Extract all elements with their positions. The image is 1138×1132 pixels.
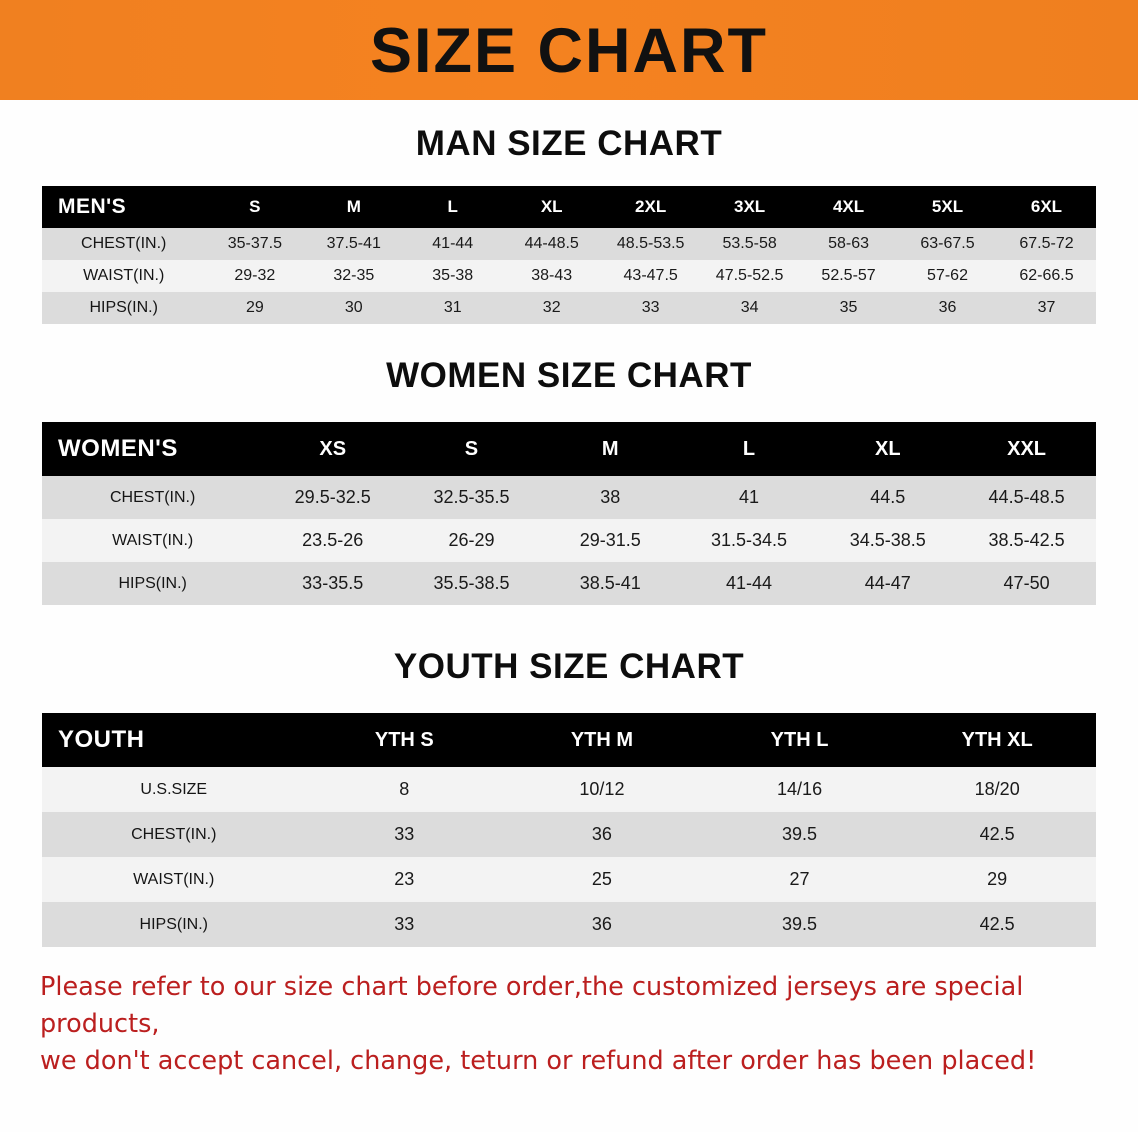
women-table-body bbox=[42, 476, 1096, 605]
table-row bbox=[42, 519, 1096, 562]
women-header-cell-0: WOMEN'S bbox=[42, 422, 263, 476]
women-row-label-0: CHEST(IN.) bbox=[42, 476, 263, 519]
youth-cell-1-0: 33 bbox=[306, 812, 504, 857]
women-cell-0-4: 44.5 bbox=[818, 476, 957, 519]
women-cell-2-4: 44-47 bbox=[818, 562, 957, 605]
man-cell-1-0: 29-32 bbox=[205, 260, 304, 292]
youth-cell-1-1: 36 bbox=[503, 812, 701, 857]
youth-cell-2-2: 27 bbox=[701, 857, 899, 902]
man-cell-1-5: 47.5-52.5 bbox=[700, 260, 799, 292]
man-header-cell-5: 2XL bbox=[601, 186, 700, 228]
women-cell-2-0: 33-35.5 bbox=[263, 562, 402, 605]
youth-table-head bbox=[42, 713, 1096, 767]
man-header-cell-0: MEN'S bbox=[42, 186, 205, 228]
youth-table-wrap bbox=[0, 713, 1138, 947]
youth-row-label-2: WAIST(IN.) bbox=[42, 857, 306, 902]
youth-cell-3-1: 36 bbox=[503, 902, 701, 947]
table-row bbox=[42, 902, 1096, 947]
man-section-heading: MAN SIZE CHART bbox=[415, 124, 723, 163]
disclaimer-note bbox=[40, 969, 1098, 1080]
women-cell-2-2: 38.5-41 bbox=[541, 562, 680, 605]
youth-cell-0-0: 8 bbox=[306, 767, 504, 812]
women-table-wrap bbox=[0, 422, 1138, 605]
man-cell-2-1: 30 bbox=[304, 292, 403, 324]
women-size-table bbox=[42, 422, 1096, 605]
youth-row-label-3: HIPS(IN.) bbox=[42, 902, 306, 947]
man-cell-0-1: 37.5-41 bbox=[304, 228, 403, 260]
man-cell-0-0: 35-37.5 bbox=[205, 228, 304, 260]
youth-cell-3-0: 33 bbox=[306, 902, 504, 947]
man-table-body bbox=[42, 228, 1096, 324]
table-row bbox=[42, 812, 1096, 857]
man-cell-1-4: 43-47.5 bbox=[601, 260, 700, 292]
man-cell-2-7: 36 bbox=[898, 292, 997, 324]
man-cell-0-3: 44-48.5 bbox=[502, 228, 601, 260]
man-row-label-1: WAIST(IN.) bbox=[42, 260, 205, 292]
man-header-cell-3: L bbox=[403, 186, 502, 228]
man-table-wrap bbox=[0, 186, 1138, 324]
table-header-row bbox=[42, 422, 1096, 476]
women-cell-1-1: 26-29 bbox=[402, 519, 541, 562]
man-header-cell-6: 3XL bbox=[700, 186, 799, 228]
women-row-label-2: HIPS(IN.) bbox=[42, 562, 263, 605]
youth-cell-1-3: 42.5 bbox=[898, 812, 1096, 857]
women-cell-1-0: 23.5-26 bbox=[263, 519, 402, 562]
women-header-cell-4: L bbox=[680, 422, 819, 476]
youth-row-label-1: CHEST(IN.) bbox=[42, 812, 306, 857]
man-cell-1-7: 57-62 bbox=[898, 260, 997, 292]
women-header-cell-6: XXL bbox=[957, 422, 1096, 476]
women-header-cell-5: XL bbox=[818, 422, 957, 476]
women-cell-0-2: 38 bbox=[541, 476, 680, 519]
women-header-cell-1: XS bbox=[263, 422, 402, 476]
women-cell-0-0: 29.5-32.5 bbox=[263, 476, 402, 519]
man-cell-2-6: 35 bbox=[799, 292, 898, 324]
man-cell-2-8: 37 bbox=[997, 292, 1096, 324]
youth-cell-0-1: 10/12 bbox=[503, 767, 701, 812]
man-cell-0-5: 53.5-58 bbox=[700, 228, 799, 260]
man-cell-2-0: 29 bbox=[205, 292, 304, 324]
disclaimer-line-2: we don't accept cancel, change, teturn or refund after order has been placed! bbox=[40, 1045, 1037, 1076]
women-table-head bbox=[42, 422, 1096, 476]
youth-cell-2-0: 23 bbox=[306, 857, 504, 902]
man-cell-2-3: 32 bbox=[502, 292, 601, 324]
youth-header-cell-1: YTH S bbox=[306, 713, 504, 767]
women-header-cell-3: M bbox=[541, 422, 680, 476]
man-cell-0-6: 58-63 bbox=[799, 228, 898, 260]
table-header-row bbox=[42, 713, 1096, 767]
women-row-label-1: WAIST(IN.) bbox=[42, 519, 263, 562]
man-row-label-2: HIPS(IN.) bbox=[42, 292, 205, 324]
page-title: SIZE CHART bbox=[370, 15, 768, 86]
youth-header-cell-0: YOUTH bbox=[42, 713, 306, 767]
man-cell-0-8: 67.5-72 bbox=[997, 228, 1096, 260]
women-cell-2-5: 47-50 bbox=[957, 562, 1096, 605]
women-cell-2-3: 41-44 bbox=[680, 562, 819, 605]
man-header-cell-8: 5XL bbox=[898, 186, 997, 228]
man-cell-2-5: 34 bbox=[700, 292, 799, 324]
youth-cell-3-3: 42.5 bbox=[898, 902, 1096, 947]
youth-row-label-0: U.S.SIZE bbox=[42, 767, 306, 812]
table-row bbox=[42, 260, 1096, 292]
table-header-row bbox=[42, 186, 1096, 228]
man-size-table bbox=[42, 186, 1096, 324]
banner bbox=[0, 0, 1138, 100]
women-cell-1-4: 34.5-38.5 bbox=[818, 519, 957, 562]
youth-cell-3-2: 39.5 bbox=[701, 902, 899, 947]
women-cell-0-5: 44.5-48.5 bbox=[957, 476, 1096, 519]
youth-cell-2-1: 25 bbox=[503, 857, 701, 902]
women-cell-0-1: 32.5-35.5 bbox=[402, 476, 541, 519]
youth-section-heading: YOUTH SIZE CHART bbox=[393, 647, 745, 686]
man-cell-0-7: 63-67.5 bbox=[898, 228, 997, 260]
disclaimer-line-1: Please refer to our size chart before order,the customized jerseys are special products, bbox=[40, 972, 1024, 1039]
women-cell-2-1: 35.5-38.5 bbox=[402, 562, 541, 605]
youth-header-cell-2: YTH M bbox=[503, 713, 701, 767]
youth-cell-0-2: 14/16 bbox=[701, 767, 899, 812]
man-header-cell-4: XL bbox=[502, 186, 601, 228]
youth-cell-0-3: 18/20 bbox=[898, 767, 1096, 812]
youth-cell-2-3: 29 bbox=[898, 857, 1096, 902]
youth-table-body bbox=[42, 767, 1096, 947]
man-header-cell-9: 6XL bbox=[997, 186, 1096, 228]
table-row bbox=[42, 857, 1096, 902]
youth-header-cell-4: YTH XL bbox=[898, 713, 1096, 767]
man-cell-1-2: 35-38 bbox=[403, 260, 502, 292]
table-row bbox=[42, 562, 1096, 605]
man-header-cell-7: 4XL bbox=[799, 186, 898, 228]
man-cell-1-1: 32-35 bbox=[304, 260, 403, 292]
women-header-cell-2: S bbox=[402, 422, 541, 476]
table-row bbox=[42, 767, 1096, 812]
man-header-cell-2: M bbox=[304, 186, 403, 228]
youth-size-table bbox=[42, 713, 1096, 947]
man-row-label-0: CHEST(IN.) bbox=[42, 228, 205, 260]
table-row bbox=[42, 476, 1096, 519]
table-row bbox=[42, 228, 1096, 260]
man-cell-0-2: 41-44 bbox=[403, 228, 502, 260]
man-cell-2-4: 33 bbox=[601, 292, 700, 324]
man-cell-2-2: 31 bbox=[403, 292, 502, 324]
women-cell-1-3: 31.5-34.5 bbox=[680, 519, 819, 562]
man-table-head bbox=[42, 186, 1096, 228]
women-cell-1-2: 29-31.5 bbox=[541, 519, 680, 562]
women-cell-1-5: 38.5-42.5 bbox=[957, 519, 1096, 562]
women-cell-0-3: 41 bbox=[680, 476, 819, 519]
youth-cell-1-2: 39.5 bbox=[701, 812, 899, 857]
youth-header-cell-3: YTH L bbox=[701, 713, 899, 767]
women-section-heading: WOMEN SIZE CHART bbox=[386, 356, 752, 395]
table-row bbox=[42, 292, 1096, 324]
man-cell-1-6: 52.5-57 bbox=[799, 260, 898, 292]
man-cell-1-3: 38-43 bbox=[502, 260, 601, 292]
man-cell-0-4: 48.5-53.5 bbox=[601, 228, 700, 260]
man-header-cell-1: S bbox=[205, 186, 304, 228]
man-cell-1-8: 62-66.5 bbox=[997, 260, 1096, 292]
